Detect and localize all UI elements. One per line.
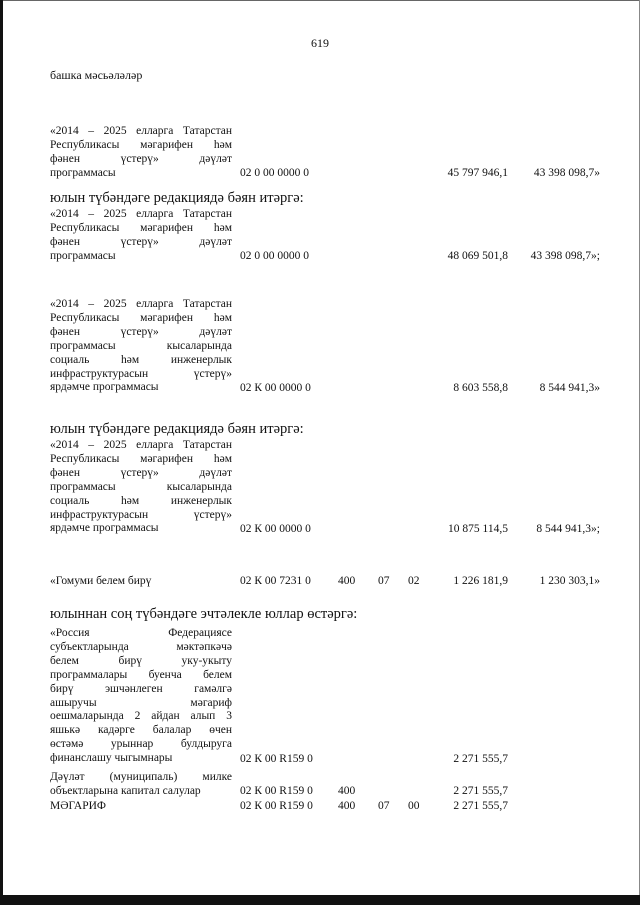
table-row: [0, 627, 640, 767]
row-name-line: «Гомуми белем бирү: [50, 575, 152, 587]
page-number: 619: [311, 36, 329, 50]
section-cell: 400: [338, 575, 356, 587]
row-name-line: инфраструктурасын үстерү»: [50, 508, 232, 521]
row-name-line: фәнен үстерү» дәүләт: [50, 325, 232, 338]
row-name-line: программасы: [50, 249, 116, 262]
table-row: [0, 208, 640, 264]
row-name-line: МӘГАРИФ: [50, 800, 107, 812]
budget-code-cell: 02 К 00 0000 0: [240, 523, 311, 535]
row-name: [50, 439, 232, 536]
row-name-line: социаль һәм инженерлык: [50, 494, 232, 507]
row-name-line: ашыручы мәгариф: [50, 696, 232, 709]
table-row: [0, 575, 640, 589]
row-name-line: инфраструктурасын үстерү»: [50, 367, 232, 380]
budget-code-cell: 02 0 00 0000 0: [240, 167, 309, 179]
page-border-top: [0, 0, 640, 1]
row-name-line: бирү эшчәнлеген гамәлгә: [50, 682, 232, 695]
instruction-text: юлын түбәндәге редакциядә бәян итәргә:: [50, 421, 304, 437]
table-row: [0, 298, 640, 396]
row-name-line: Республикасы мәгарифен һәм: [50, 311, 232, 324]
amount-year1-cell: 8 603 558,8: [453, 382, 508, 394]
row-name-line: «2014 – 2025 елларга Татарстан: [50, 208, 232, 220]
page-border-bottom: [0, 895, 640, 905]
row-name-line: программасы кысаларында: [50, 339, 232, 352]
amount-year1-cell: 48 069 501,8: [447, 250, 508, 262]
row-name-line: программасы кысаларында: [50, 480, 232, 493]
row-name-line: программасы: [50, 166, 116, 179]
row-name-line: яшькә кадәрге балалар өчен: [50, 724, 232, 737]
section-cell: 400: [338, 800, 356, 812]
budget-code-cell: 02 К 00 R159 0: [240, 800, 313, 812]
row-name-line: Республикасы мәгарифен һәм: [50, 138, 232, 151]
amount-year1-cell: 2 271 555,7: [453, 785, 508, 797]
budget-code-cell: 02 К 00 R159 0: [240, 753, 313, 765]
subsection-cell: 07: [378, 800, 390, 812]
row-name: [50, 125, 232, 181]
section-cell: 400: [338, 785, 356, 797]
row-name-line: оешмаларында 2 айдан алып 3: [50, 710, 232, 723]
amount-year1-cell: 10 875 114,5: [448, 523, 508, 535]
row-name-line: «2014 – 2025 елларга Татарстан: [50, 125, 232, 137]
table-row: [0, 439, 640, 537]
row-name-line: социаль һәм инженерлык: [50, 353, 232, 366]
row-name-line: Республикасы мәгарифен һәм: [50, 221, 232, 234]
row-name-line: фәнен үстерү» дәүләт: [50, 152, 232, 165]
amount-year2-cell: 1 230 303,1»: [539, 575, 600, 587]
row-name: [50, 771, 232, 799]
row-name-line: программалары буенча белем: [50, 668, 232, 681]
row-name-line: белем бирү уку-укыту: [50, 654, 232, 667]
header-text: башка мәсьәләләр: [50, 68, 143, 82]
class-cell: 02: [408, 575, 420, 587]
amount-year1-cell: 2 271 555,7: [453, 800, 508, 812]
amount-year1-cell: 2 271 555,7: [453, 753, 508, 765]
row-name: [50, 575, 232, 589]
row-name: [50, 298, 232, 395]
budget-code-cell: 02 0 00 0000 0: [240, 250, 309, 262]
amount-year2-cell: 43 398 098,7»: [533, 167, 600, 179]
row-name-line: «Россия Федерациясе: [50, 627, 232, 639]
row-name: [50, 627, 232, 766]
row-name-line: Республикасы мәгарифен һәм: [50, 452, 232, 465]
budget-code-cell: 02 К 00 0000 0: [240, 382, 311, 394]
row-name: [50, 208, 232, 264]
amount-year1-cell: 1 226 181,9: [453, 575, 508, 587]
table-row: [0, 771, 640, 799]
row-name-line: фәнен үстерү» дәүләт: [50, 466, 232, 479]
row-name-line: өстәмә урыннар булдыруга: [50, 738, 232, 751]
row-name-line: фәнен үстерү» дәүләт: [50, 235, 232, 248]
instruction-text: юлыннан соң түбәндәге эчтәлекле юллар өстәргә:: [50, 606, 358, 622]
row-name-line: ярдәмче программасы: [50, 381, 159, 394]
row-name-line: субъектларында мәктәпкәчә: [50, 640, 232, 653]
row-name-line: финанслашу чыгымнары: [50, 752, 173, 765]
row-name: [50, 800, 232, 814]
table-row: [0, 125, 640, 181]
table-row: [0, 800, 640, 814]
row-name-line: ярдәмче программасы: [50, 522, 159, 535]
row-name-line: «2014 – 2025 елларга Татарстан: [50, 439, 232, 451]
instruction-text: юлын түбәндәге редакциядә бәян итәргә:: [50, 190, 304, 206]
budget-code-cell: 02 К 00 7231 0: [240, 575, 311, 587]
amount-year2-cell: 8 544 941,3»: [539, 382, 600, 394]
budget-code-cell: 02 К 00 R159 0: [240, 785, 313, 797]
amount-year1-cell: 45 797 946,1: [447, 167, 508, 179]
row-name-line: объектларына капитал салулар: [50, 784, 201, 797]
amount-year2-cell: 8 544 941,3»;: [536, 523, 600, 535]
row-name-line: «2014 – 2025 елларга Татарстан: [50, 298, 232, 310]
subsection-cell: 07: [378, 575, 390, 587]
class-cell: 00: [408, 800, 420, 812]
amount-year2-cell: 43 398 098,7»;: [530, 250, 600, 262]
row-name-line: Дәүләт (муниципаль) милке: [50, 771, 232, 783]
